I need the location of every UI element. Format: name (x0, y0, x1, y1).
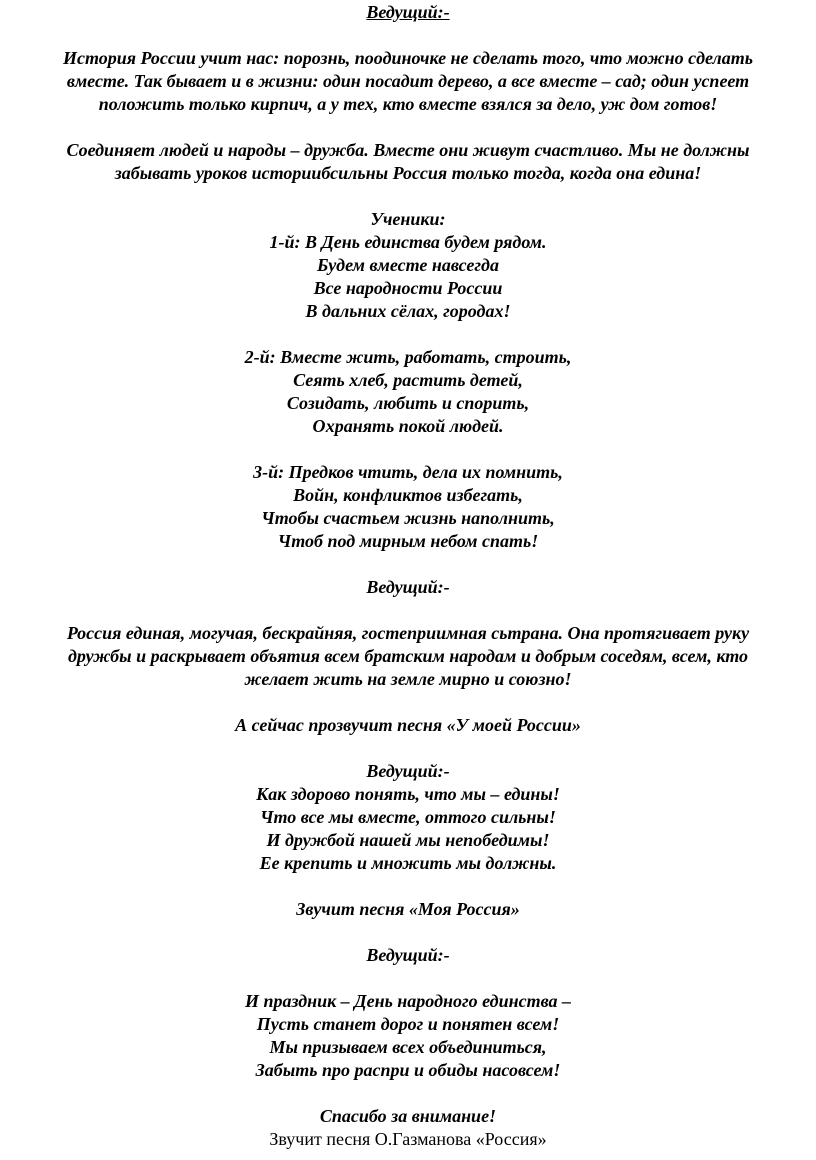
students-heading: Ученики: (370, 209, 446, 229)
verse-line: 2-й: Вместе жить, работать, строить, (244, 347, 572, 367)
verse-line: Войн, конфликтов избегать, (293, 485, 523, 505)
verse-line: Все народности России (313, 278, 503, 298)
verse-line: Ее крепить и множить мы должны. (259, 853, 557, 873)
paragraph-friendship (28, 139, 788, 185)
host-heading: Ведущий:- (366, 2, 450, 22)
verse-line: Забыть про распри и обиды насовсем! (255, 1060, 561, 1080)
verse-line: Чтобы счастьем жизнь наполнить, (261, 508, 555, 528)
verse-line: Пусть станет дорог и понятен всем! (256, 1014, 560, 1034)
verse-4 (28, 783, 788, 875)
paragraph-russia (28, 622, 788, 691)
verse-line: Охранять покой людей. (312, 416, 504, 436)
thanks-line: Спасибо за внимание! (319, 1106, 497, 1126)
song-announcement-1: А сейчас прозвучит песня «У моей России» (235, 715, 581, 735)
text-line: забывать уроков историибсильны Россия только тогда, когда она едина! (114, 163, 702, 183)
verse-5 (28, 990, 788, 1082)
verse-1 (28, 231, 788, 323)
text-line: вместе. Так бывает и в жизни: один посадит дерево, а все вместе – сад; один успеет (66, 71, 750, 91)
host-heading-2: Ведущий:- (366, 577, 450, 597)
verse-line: Будем вместе навсегда (317, 255, 499, 275)
verse-line: Мы призываем всех объединиться, (269, 1037, 547, 1057)
text-line: положить только кирпич, а у тех, кто вместе взялся за дело, уж дом готов! (98, 94, 718, 114)
final-song-line: Звучит песня О.Газманова «Россия» (269, 1129, 547, 1149)
text-line: желает жить на земле мирно и союзно! (244, 669, 572, 689)
text-line: История России учит нас: порознь, поодиночке не сделать того, что можно сделать (62, 48, 754, 68)
verse-line: И праздник – День народного единства – (244, 991, 572, 1011)
text-line: Россия единая, могучая, бескрайняя, гостеприимная сьтрана. Она протягивает руку (66, 623, 750, 643)
verse-line: Чтоб под мирным небом спать! (277, 531, 539, 551)
verse-line: Как здорово понять, что мы – едины! (256, 784, 560, 804)
verse-2 (28, 346, 788, 438)
verse-line: Что все мы вместе, оттого сильны! (260, 807, 556, 827)
verse-3 (28, 461, 788, 553)
song-announcement-2: Звучит песня «Моя Россия» (296, 899, 520, 919)
text-line: дружбы и раскрывает объятия всем братским народам и добрым соседям, всем, кто (67, 646, 749, 666)
text-line: Соединяет людей и народы – дружба. Вместе они живут счастливо. Мы не должны (66, 140, 750, 160)
verse-line: И дружбой нашей мы непобедимы! (266, 830, 550, 850)
host-heading-3: Ведущий:- (366, 761, 450, 781)
verse-line: 1-й: В День единства будем рядом. (269, 232, 547, 252)
verse-line: 3-й: Предков чтить, дела их помнить, (253, 462, 563, 482)
host-heading-4: Ведущий:- (366, 945, 450, 965)
verse-line: В дальних сёлах, городах! (305, 301, 511, 321)
paragraph-history (28, 47, 788, 116)
verse-line: Созидать, любить и спорить, (286, 393, 530, 413)
verse-line: Сеять хлеб, растить детей, (293, 370, 523, 390)
